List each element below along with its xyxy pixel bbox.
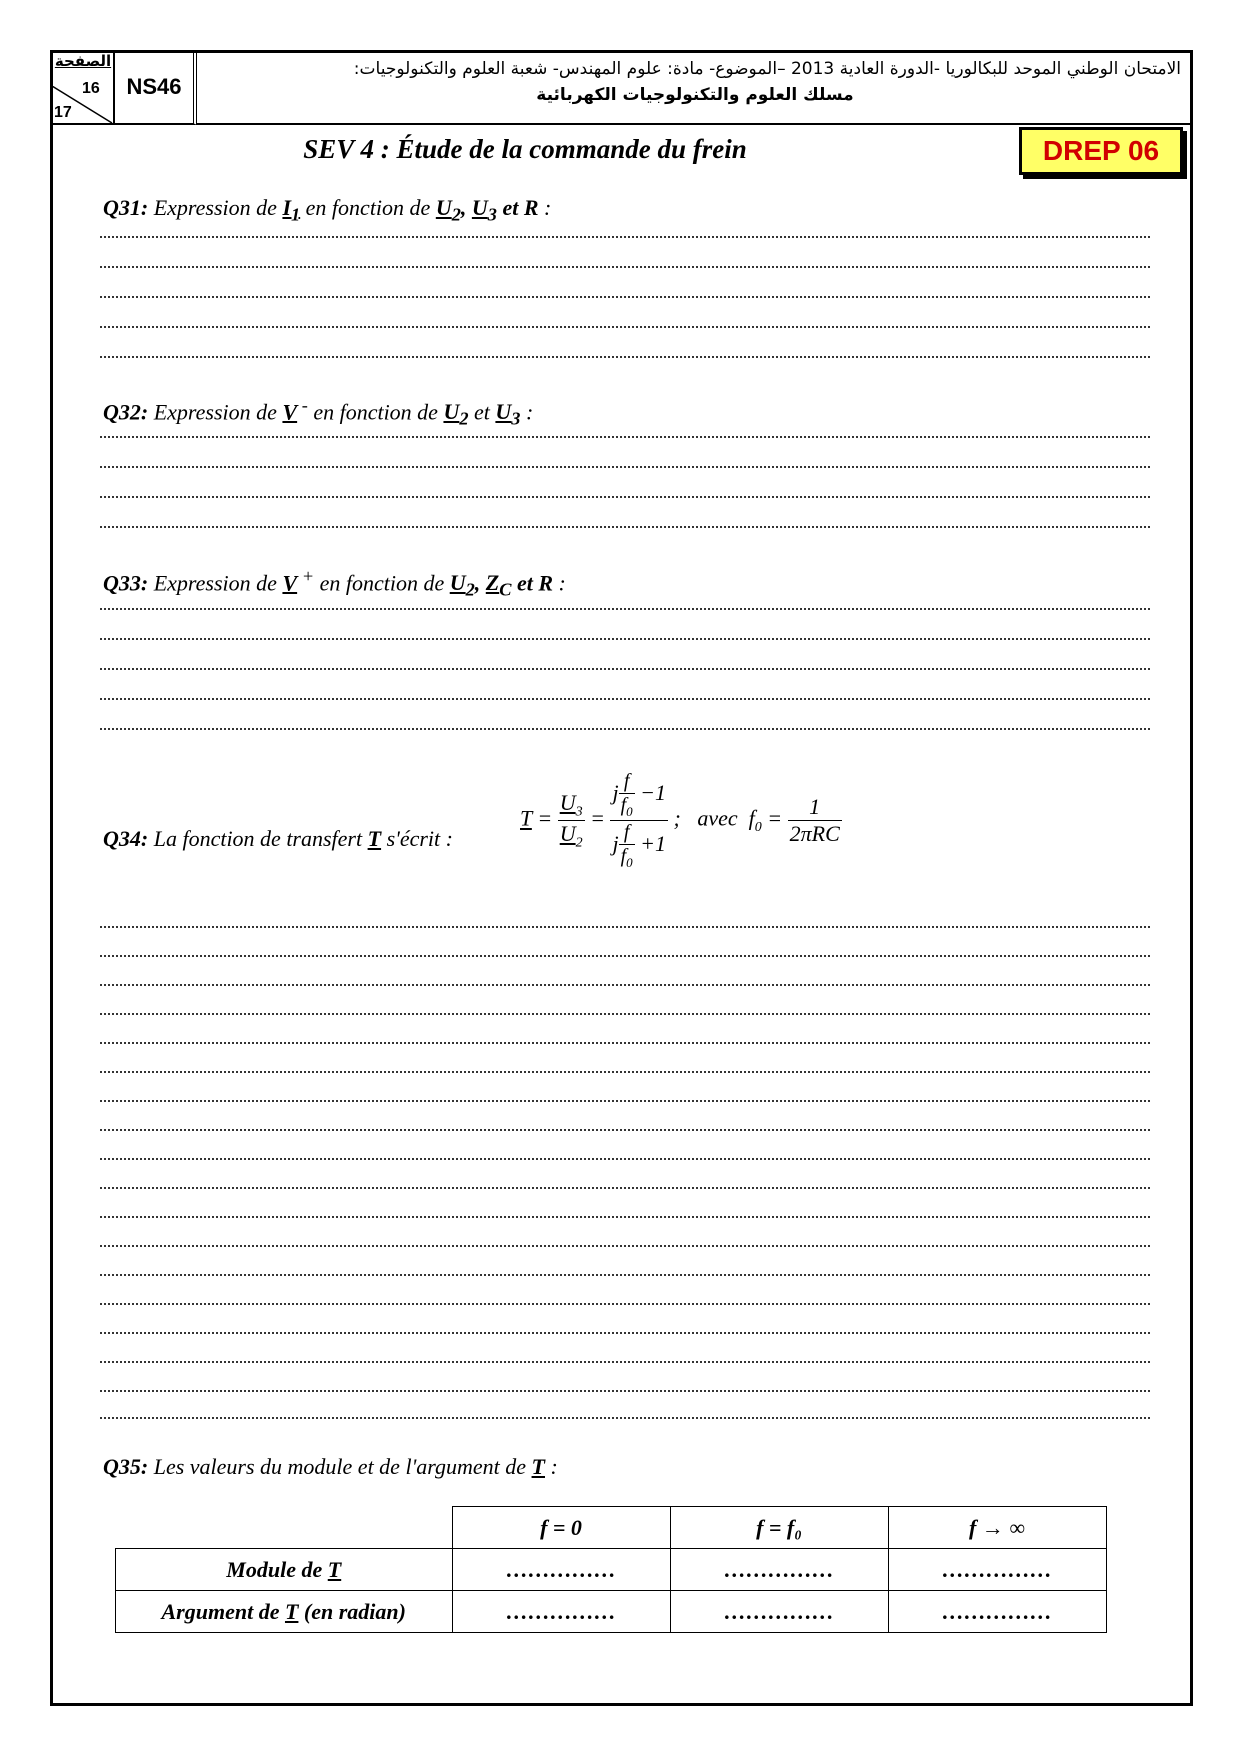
answer-line[interactable]	[100, 980, 1150, 986]
row-label-module: Module de T	[116, 1549, 453, 1591]
answer-line[interactable]	[100, 1067, 1150, 1073]
question-label: Q31:	[103, 195, 149, 220]
answer-line[interactable]	[100, 352, 1150, 358]
answer-line[interactable]	[100, 1096, 1150, 1102]
var-u3: $U_3$	[495, 399, 521, 429]
question-label: Q35:	[103, 1454, 149, 1479]
colon: :	[545, 1454, 558, 1479]
answer-line[interactable]	[100, 232, 1150, 238]
question-34	[103, 826, 453, 852]
var-zc: $Z_C$	[485, 570, 512, 600]
fraction-u3-u2: $\frac{U_3}{U_2}$	[559, 789, 583, 851]
answer-line[interactable]	[100, 1125, 1150, 1131]
question-32	[103, 395, 533, 430]
fraction-f0: $\frac{1}{\text{2πRC}}$	[789, 794, 840, 846]
answer-line[interactable]	[100, 492, 1150, 498]
answer-line[interactable]	[100, 1009, 1150, 1015]
formula-t: T	[520, 805, 532, 831]
separator: ,	[474, 570, 486, 596]
answer-line[interactable]	[100, 1413, 1150, 1419]
page-number: 16	[82, 80, 100, 97]
question-text: en fonction de	[300, 195, 436, 220]
answer-cell[interactable]: ……………	[888, 1591, 1106, 1633]
question-33	[103, 566, 566, 601]
transfer-function-formula: T = $\frac{U_3}{U_2}$ = j $\frac{f}{f_0}$ −1 j $\frac{f}{f_0}$ +1 ; avec $f_0$ = $\frac{1}{\text{2πRC}}$	[520, 770, 840, 870]
col-header-f-eq-f0: f = f₀	[670, 1507, 888, 1549]
avec-word: avec	[697, 805, 738, 831]
answer-cell[interactable]: ……………	[452, 1549, 670, 1591]
answer-cell[interactable]: ……………	[670, 1591, 888, 1633]
table-row	[116, 1549, 1107, 1591]
answer-line[interactable]	[100, 634, 1150, 640]
var-v-plus: V	[282, 570, 298, 596]
answer-line[interactable]	[100, 432, 1150, 438]
section-title: SEV 4 : Étude de la commande du frein	[303, 134, 747, 164]
question-text: La fonction de transfert	[148, 826, 368, 851]
answer-line[interactable]	[100, 922, 1150, 928]
var-u2: $U_2$	[443, 399, 469, 429]
exam-header	[197, 50, 1193, 125]
document-tag: DREP 06	[1019, 127, 1183, 175]
question-label: Q34:	[103, 826, 149, 851]
row-label-argument: Argument de T (en radian)	[116, 1591, 453, 1633]
superscript: +	[297, 566, 315, 586]
answer-line[interactable]	[100, 1357, 1150, 1363]
exam-header-line1: الامتحان الوطني الموحد للبكالوريا -الدورة العادية 2013 –الموضوع- مادة: علوم المهندس- شعبة العلوم والتكنولوجيات:	[353, 59, 1181, 79]
var-i1: $I_1$	[282, 195, 301, 225]
table-header-row	[116, 1507, 1107, 1549]
answer-line[interactable]	[100, 522, 1150, 528]
answer-cell[interactable]: ……………	[452, 1591, 670, 1633]
results-table	[115, 1506, 1107, 1633]
answer-line[interactable]	[100, 322, 1150, 328]
question-text: en fonction de	[314, 570, 450, 596]
var-v-minus: V	[282, 399, 298, 425]
answer-line[interactable]	[100, 1183, 1150, 1189]
answer-line[interactable]	[100, 1212, 1150, 1218]
question-text: Expression de	[148, 570, 283, 596]
question-text: Expression de	[148, 195, 283, 220]
exam-code: NS46	[115, 50, 197, 125]
answer-line[interactable]	[100, 604, 1150, 610]
question-text: en fonction de	[307, 399, 444, 425]
question-35	[103, 1454, 558, 1480]
answer-line[interactable]	[100, 664, 1150, 670]
colon: :	[538, 195, 552, 220]
colon: :	[520, 399, 534, 425]
answer-line[interactable]	[100, 1270, 1150, 1276]
page-label: الصفحة	[54, 52, 112, 70]
answer-line[interactable]	[100, 292, 1150, 298]
separator: ,	[460, 195, 472, 220]
question-text: Les valeurs du module et de l'argument de	[148, 1454, 532, 1479]
question-label: Q33:	[103, 570, 149, 596]
answer-line[interactable]	[100, 694, 1150, 700]
exam-header-line2: مسلك العلوم والتكنولوجيات الكهربائية	[536, 85, 854, 105]
var-u2: $U_2$	[435, 195, 461, 225]
var-u2: $U_2$	[449, 570, 475, 600]
answer-line[interactable]	[100, 951, 1150, 957]
colon: :	[553, 570, 566, 596]
answer-line[interactable]	[100, 1154, 1150, 1160]
question-text: et	[468, 399, 496, 425]
page-total: 17	[54, 104, 72, 121]
question-label: Q32:	[103, 399, 149, 425]
col-header-f0: f = 0	[452, 1507, 670, 1549]
answer-line[interactable]	[100, 1038, 1150, 1044]
table-row	[116, 1591, 1107, 1633]
answer-line[interactable]	[100, 1299, 1150, 1305]
var-u3: $U_3$	[471, 195, 497, 225]
var-t: T	[531, 1454, 545, 1479]
superscript: -	[297, 395, 308, 415]
answer-line[interactable]	[100, 1328, 1150, 1334]
question-text: et R	[511, 570, 554, 596]
answer-line[interactable]	[100, 1386, 1150, 1392]
fraction-transfer: j $\frac{f}{f_0}$ −1 j $\frac{f}{f_0}$ +1	[612, 770, 666, 870]
question-text: Expression de	[148, 399, 283, 425]
answer-cell[interactable]: ……………	[888, 1549, 1106, 1591]
answer-line[interactable]	[100, 462, 1150, 468]
answer-line[interactable]	[100, 1241, 1150, 1247]
question-31	[103, 195, 551, 225]
var-t: T	[367, 826, 382, 851]
answer-line[interactable]	[100, 262, 1150, 268]
answer-line[interactable]	[100, 724, 1150, 730]
question-text: et R	[496, 195, 539, 220]
col-header-f-inf: f → ∞	[888, 1507, 1106, 1549]
answer-cell[interactable]: ……………	[670, 1549, 888, 1591]
question-text: s'écrit :	[381, 826, 453, 851]
